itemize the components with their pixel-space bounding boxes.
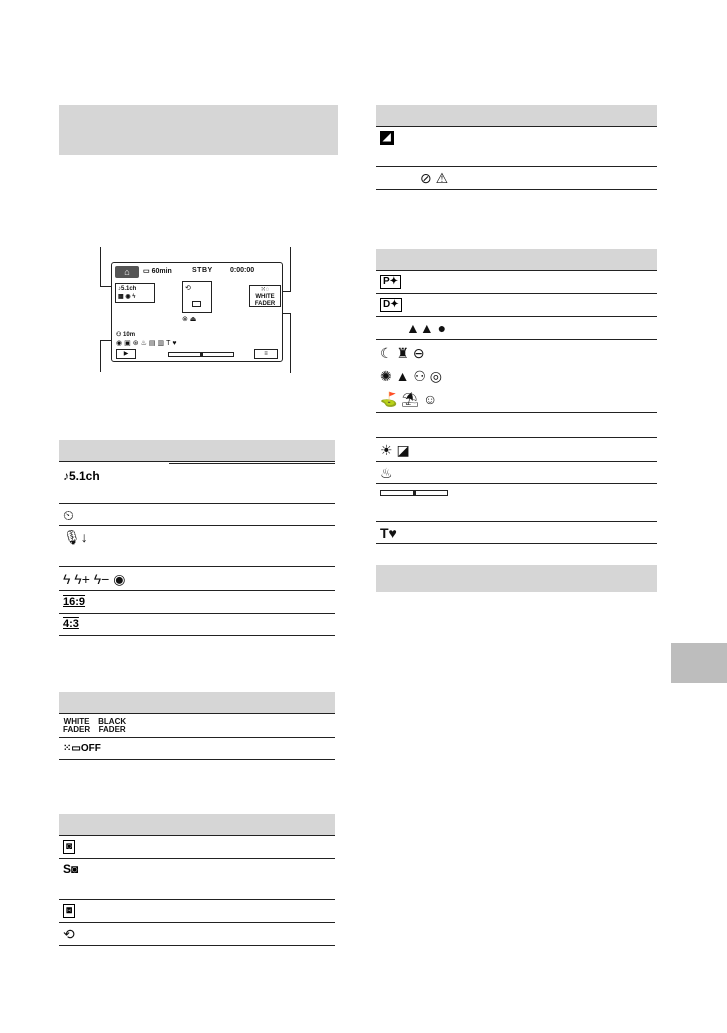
zoom-bar-marker [200, 352, 203, 357]
audio-5-1ch-icon: ♪5.1ch [63, 469, 100, 483]
white-balance-icons: ☀ ◪ [380, 441, 410, 458]
table-row [376, 317, 657, 340]
table-row [376, 413, 657, 438]
center-indicator-group [182, 281, 212, 313]
right-table-1 [376, 105, 657, 190]
fader-line1: WHITE [255, 294, 275, 300]
table-row [376, 522, 657, 544]
table-row [59, 462, 335, 504]
remaining-indicator: ⚇ 10m [116, 332, 136, 338]
left-indicator-group [115, 283, 155, 303]
table-row [376, 294, 657, 317]
table-row [59, 526, 335, 567]
aspect-4-3-icon: 4:3 [63, 618, 79, 630]
menu-button-icon: ≡ [254, 349, 278, 359]
table-header [59, 440, 335, 462]
picture-effect-icon: P✦ [380, 275, 401, 289]
zoom-bar-icon [380, 490, 448, 496]
battery-indicator: ▭ 60min [143, 268, 172, 275]
table-row [59, 923, 335, 946]
landscape-portrait-icons: ▲▲ ● [406, 320, 447, 336]
audio-mode-text: ♪5.1ch [118, 286, 137, 292]
steadyshot-off-icon: ♨ [380, 464, 393, 481]
super-nightshot-icon: S◙ [63, 862, 79, 876]
table-row [376, 167, 657, 190]
right-table-2 [376, 249, 657, 544]
table-row [59, 567, 335, 591]
card-icon [192, 301, 201, 307]
sports-beach-snow-icons: ⛳ ⛱ ☺ [380, 390, 438, 407]
section-header-box-right [376, 565, 657, 592]
steadyshot-off-icons: ⊘ ⚠ [420, 170, 449, 186]
fader-off-icon: ⁙▭OFF [63, 742, 101, 754]
table-row [376, 127, 657, 167]
backlight-icon: ⧈ [63, 904, 75, 918]
repeat-icon: ⟲ [63, 926, 75, 942]
bottom-mode-icons: ◉▣⊛♨▤▥T♥ [116, 340, 179, 347]
microphone-level-icon: 🎙↓ [63, 529, 88, 545]
spot-meter-icon: ◙ [63, 840, 75, 854]
telemacro-icon: ◢ [380, 131, 394, 145]
table-row [59, 714, 335, 738]
self-timer-icon: ⏲ [63, 506, 74, 523]
table-row [376, 438, 657, 462]
fader-line2: FADER [254, 301, 276, 307]
table-row [59, 836, 335, 859]
flash-icons: ▦ ◉ ϟ [118, 294, 136, 300]
wide-16-9-icon: 16:9 [63, 595, 86, 608]
fireworks-landscape-people-icons: ✺ ▲ ⚇ ◎ [380, 367, 443, 384]
table-header [59, 814, 335, 836]
remaining-text: 10m [123, 332, 136, 338]
table-header [59, 692, 335, 714]
table-row [59, 591, 335, 614]
callout-line-left-top [100, 247, 111, 287]
table-row [59, 900, 335, 923]
left-table-2 [59, 692, 335, 760]
lcd-screen-diagram [111, 262, 283, 362]
table-row [376, 340, 657, 413]
fader-icon: ⁙◌ [260, 287, 270, 293]
night-candle-sunrise-icons: ☾ ♜ ⊖ [380, 345, 425, 362]
play-button-icon: ▶ [116, 349, 136, 359]
table-row [376, 271, 657, 294]
table-row [59, 614, 335, 636]
flash-mode-icons: ϟ ϟ+ ϟ− ◉ [63, 570, 126, 587]
left-table-3 [59, 814, 335, 946]
table-row [59, 504, 335, 526]
repeat-icon: ⟲ [185, 285, 191, 292]
left-table-1 [59, 440, 335, 636]
table-row [59, 738, 335, 760]
callout-line-left-bottom [100, 340, 111, 372]
battery-text: 60min [151, 268, 172, 275]
white-fader-icon: WHITE FADER [63, 716, 91, 734]
callout-line-right-top [283, 247, 291, 292]
fader-indicator [249, 285, 281, 307]
table-header [376, 249, 657, 271]
table-header [376, 105, 657, 127]
table-row [376, 462, 657, 484]
tele-macro-icon: T♥ [380, 524, 397, 541]
home-icon: ⌂ [115, 266, 139, 278]
table-row [59, 859, 335, 900]
table-row [376, 484, 657, 522]
zoom-bar [168, 352, 234, 357]
digital-effect-icon: D✦ [380, 298, 402, 312]
side-index-tab [671, 643, 727, 683]
time-counter: 0:00:00 [230, 267, 255, 274]
eject-icons: ⊗ ⏏ [182, 316, 197, 323]
black-fader-icon: BLACK FADER [98, 716, 127, 734]
status-text: STBY [192, 267, 213, 274]
section-header-box [59, 105, 338, 155]
